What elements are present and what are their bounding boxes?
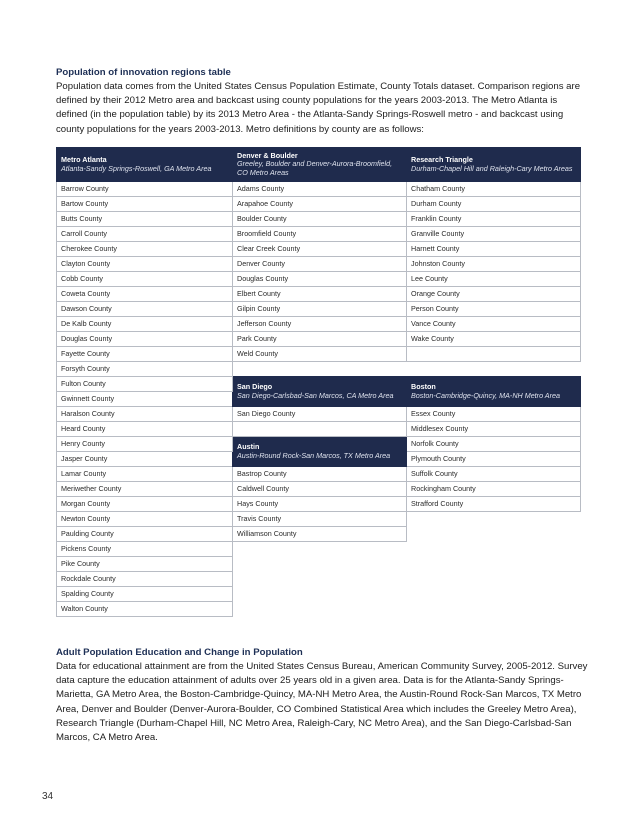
research-triangle-county-cell: Granville County bbox=[407, 227, 581, 242]
denver-county-cell: Weld County bbox=[233, 347, 407, 362]
austin-county-cell: Bastrop County bbox=[233, 467, 407, 482]
research-triangle-county-cell: Lee County bbox=[407, 272, 581, 287]
table-row bbox=[57, 362, 581, 377]
research-triangle-county-cell: Orange County bbox=[407, 287, 581, 302]
table-row bbox=[57, 572, 581, 587]
table-row bbox=[57, 377, 581, 392]
austin-county-cell: Hays County bbox=[233, 497, 407, 512]
section-title: Adult Population Education and Change in Population bbox=[56, 647, 303, 658]
atlanta-county-cell: Cobb County bbox=[57, 272, 233, 287]
empty-cell bbox=[233, 362, 407, 377]
empty-cell bbox=[407, 542, 581, 557]
denver-county-cell: Adams County bbox=[233, 182, 407, 197]
table-row bbox=[57, 467, 581, 482]
austin-county-cell: Caldwell County bbox=[233, 482, 407, 497]
header-boston: Boston Boston-Cambridge-Quincy, MA-NH Metro Area bbox=[407, 377, 581, 407]
boston-county-cell: Plymouth County bbox=[407, 452, 581, 467]
empty-cell bbox=[233, 557, 407, 572]
boston-county-cell: Middlesex County bbox=[407, 422, 581, 437]
table-row bbox=[57, 197, 581, 212]
denver-county-cell: Denver County bbox=[233, 257, 407, 272]
header-austin: Austin Austin-Round Rock-San Marcos, TX Metro Area bbox=[233, 437, 407, 467]
atlanta-county-cell: Carroll County bbox=[57, 227, 233, 242]
table-row bbox=[57, 587, 581, 602]
section-population-regions bbox=[56, 66, 588, 137]
header-san-diego: San Diego San Diego-Carlsbad-San Marcos, CA Metro Area bbox=[233, 377, 407, 407]
atlanta-county-cell: Fulton County bbox=[57, 377, 233, 392]
atlanta-county-cell: Gwinnett County bbox=[57, 392, 233, 407]
san-diego-county-cell: San Diego County bbox=[233, 407, 407, 422]
atlanta-county-cell: Cherokee County bbox=[57, 242, 233, 257]
empty-cell bbox=[233, 422, 407, 437]
denver-county-cell: Elbert County bbox=[233, 287, 407, 302]
table-row bbox=[57, 182, 581, 197]
research-triangle-county-cell: Johnston County bbox=[407, 257, 581, 272]
denver-county-cell: Gilpin County bbox=[233, 302, 407, 317]
atlanta-county-cell: Douglas County bbox=[57, 332, 233, 347]
boston-county-cell: Rockingham County bbox=[407, 482, 581, 497]
boston-county-cell: Essex County bbox=[407, 407, 581, 422]
empty-cell bbox=[233, 542, 407, 557]
table-row bbox=[57, 527, 581, 542]
empty-cell bbox=[233, 602, 407, 617]
denver-county-cell: Park County bbox=[233, 332, 407, 347]
atlanta-county-cell: Barrow County bbox=[57, 182, 233, 197]
atlanta-county-cell: Morgan County bbox=[57, 497, 233, 512]
denver-county-cell: Jefferson County bbox=[233, 317, 407, 332]
atlanta-county-cell: Spalding County bbox=[57, 587, 233, 602]
table-row bbox=[57, 512, 581, 527]
denver-county-cell: Douglas County bbox=[233, 272, 407, 287]
boston-county-cell: Norfolk County bbox=[407, 437, 581, 452]
research-triangle-county-cell: Harnett County bbox=[407, 242, 581, 257]
empty-cell bbox=[407, 512, 581, 527]
table-row bbox=[57, 257, 581, 272]
austin-county-cell: Williamson County bbox=[233, 527, 407, 542]
denver-county-cell: Boulder County bbox=[233, 212, 407, 227]
table-row bbox=[57, 602, 581, 617]
table-row bbox=[57, 242, 581, 257]
atlanta-county-cell: Meriwether County bbox=[57, 482, 233, 497]
table-row bbox=[57, 482, 581, 497]
atlanta-county-cell: Rockdale County bbox=[57, 572, 233, 587]
atlanta-county-cell: Clayton County bbox=[57, 257, 233, 272]
empty-cell bbox=[407, 572, 581, 587]
table-row bbox=[57, 332, 581, 347]
section-body: Data for educational attainment are from the United States Census Bureau, American Community Survey, 2005-2012. Survey data capture the education attainment of adults over 25 years old in a given area. Data is for the Atlanta-Sandy Springs-Marietta, GA Metro Area, the Boston-Cambridge-Quincy, MA-NH Metro Area, the Austin-Round Rock-San Marcos, TX Metro Area, Denver and Boulder (Denver-Aurora-Boulder, CO Combined Statistical Area which includes the Greeley Metro Area), Research Triangle (Durham-Chapel Hill, NC Metro Area, Raleigh-Cary, NC Metro Area), and the San Diego-Carlsbad-San Marcos, CA Metro Area. bbox=[56, 661, 588, 744]
section-adult-education bbox=[56, 646, 588, 745]
table-row bbox=[57, 557, 581, 572]
metro-definitions-table bbox=[56, 147, 581, 617]
boston-county-cell: Strafford County bbox=[407, 497, 581, 512]
atlanta-county-cell: Walton County bbox=[57, 602, 233, 617]
empty-cell bbox=[407, 527, 581, 542]
atlanta-county-cell: Pickens County bbox=[57, 542, 233, 557]
atlanta-county-cell: Henry County bbox=[57, 437, 233, 452]
table-row bbox=[57, 227, 581, 242]
atlanta-county-cell: Newton County bbox=[57, 512, 233, 527]
atlanta-county-cell: Dawson County bbox=[57, 302, 233, 317]
boston-county-cell: Suffolk County bbox=[407, 467, 581, 482]
research-triangle-county-cell: Chatham County bbox=[407, 182, 581, 197]
research-triangle-county-cell: Vance County bbox=[407, 317, 581, 332]
research-triangle-county-cell: Franklin County bbox=[407, 212, 581, 227]
austin-county-cell: Travis County bbox=[233, 512, 407, 527]
table-row bbox=[57, 347, 581, 362]
table-row bbox=[57, 407, 581, 422]
empty-cell bbox=[407, 602, 581, 617]
table-header-row bbox=[57, 148, 581, 182]
header-metro-atlanta: Metro Atlanta Atlanta-Sandy Springs-Roswell, GA Metro Area bbox=[57, 148, 233, 182]
denver-county-cell: Clear Creek County bbox=[233, 242, 407, 257]
atlanta-county-cell: Coweta County bbox=[57, 287, 233, 302]
atlanta-county-cell: Jasper County bbox=[57, 452, 233, 467]
empty-cell bbox=[233, 587, 407, 602]
page-number: 34 bbox=[42, 791, 54, 802]
atlanta-county-cell: Paulding County bbox=[57, 527, 233, 542]
atlanta-county-cell: Forsyth County bbox=[57, 362, 233, 377]
table-row bbox=[57, 287, 581, 302]
empty-cell bbox=[407, 557, 581, 572]
table-row bbox=[57, 497, 581, 512]
atlanta-county-cell: De Kalb County bbox=[57, 317, 233, 332]
empty-cell bbox=[407, 347, 581, 362]
research-triangle-county-cell: Wake County bbox=[407, 332, 581, 347]
atlanta-county-cell: Bartow County bbox=[57, 197, 233, 212]
section-body: Population data comes from the United States Census Population Estimate, County Totals dataset. Comparison regions are defined by their 2012 Metro area and backcast using county populations for the years 2003-2013. The Metro Atlanta is defined (in the population table) by its 2013 Metro Area - the Atlanta-Sandy Springs-Roswell metro - and backcast using county populations for the years 2003-2013. Metro definitions by county are as follows: bbox=[56, 81, 581, 135]
header-research-triangle: Research Triangle Durham-Chapel Hill and Raleigh-Cary Metro Areas bbox=[407, 148, 581, 182]
section-title: Population of innovation regions table bbox=[56, 67, 231, 78]
table-row bbox=[57, 272, 581, 287]
table-row bbox=[57, 542, 581, 557]
research-triangle-county-cell: Durham County bbox=[407, 197, 581, 212]
denver-county-cell: Broomfield County bbox=[233, 227, 407, 242]
atlanta-county-cell: Lamar County bbox=[57, 467, 233, 482]
table-row bbox=[57, 437, 581, 452]
table-row bbox=[57, 422, 581, 437]
atlanta-county-cell: Pike County bbox=[57, 557, 233, 572]
atlanta-county-cell: Fayette County bbox=[57, 347, 233, 362]
empty-cell bbox=[407, 587, 581, 602]
denver-county-cell: Arapahoe County bbox=[233, 197, 407, 212]
atlanta-county-cell: Haralson County bbox=[57, 407, 233, 422]
research-triangle-county-cell: Person County bbox=[407, 302, 581, 317]
header-denver-boulder: Denver & Boulder Greeley, Boulder and Denver-Aurora-Broomfield, CO Metro Areas bbox=[233, 148, 407, 182]
table-row bbox=[57, 302, 581, 317]
table-row bbox=[57, 212, 581, 227]
atlanta-county-cell: Heard County bbox=[57, 422, 233, 437]
table-row bbox=[57, 317, 581, 332]
empty-cell bbox=[407, 362, 581, 377]
atlanta-county-cell: Butts County bbox=[57, 212, 233, 227]
empty-cell bbox=[233, 572, 407, 587]
